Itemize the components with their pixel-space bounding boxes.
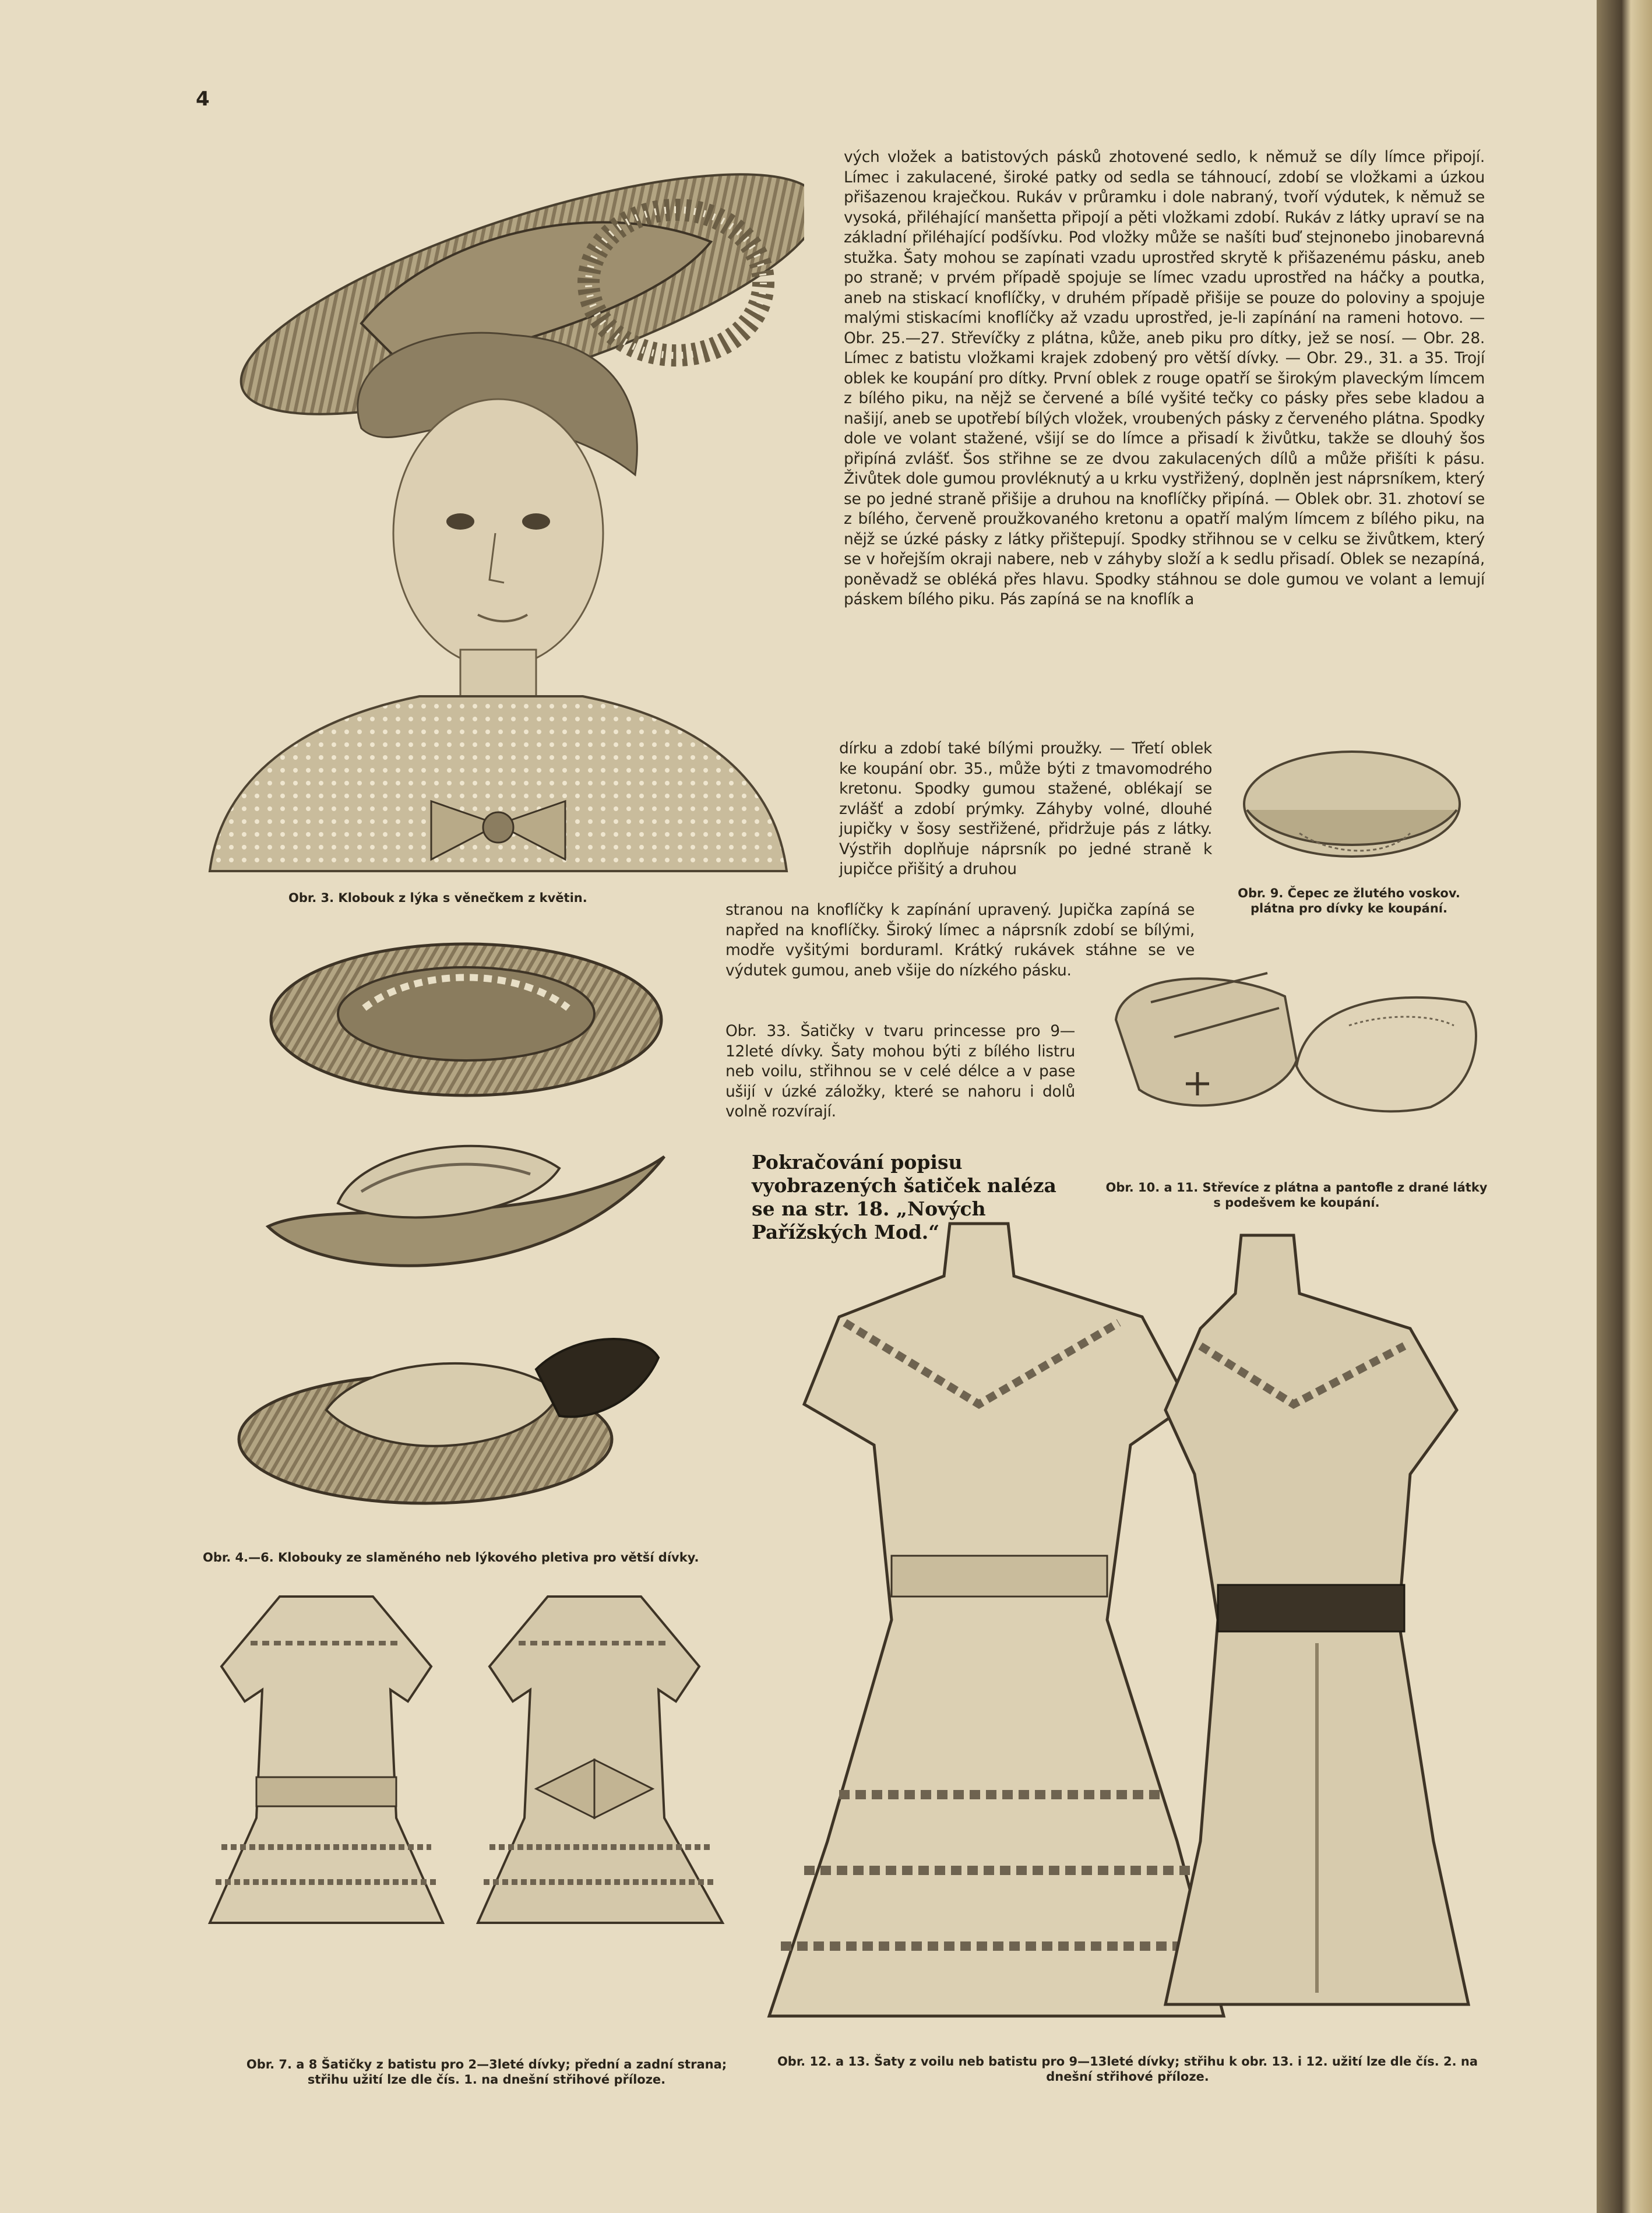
caption-obr9: Obr. 9. Čepec ze žlutého voskov. plátna pro dívky ke koupání. xyxy=(1238,886,1460,915)
dress-13 xyxy=(1165,1235,1468,2004)
text-column-main xyxy=(844,147,1485,610)
illustration-hat-5 xyxy=(256,1122,676,1296)
hat-5-engraving xyxy=(256,1122,676,1296)
page-number: 4 xyxy=(196,87,210,111)
dresses-7-8-engraving xyxy=(198,1573,746,1934)
paragraph-wide: stranou na knoflíčky k zapínání upravený. Jupička zapíná se napřed na knoflíčky. Široký límec a náprsník zdobí se bílými, modře vyšitými borduraml. Krátký rukávek stáhne se ve výdutek gumou, aneb všije do nízkého pásku. xyxy=(725,901,1195,979)
bathing-shoes-engraving xyxy=(1104,932,1489,1154)
illustration-dresses-7-8 xyxy=(198,1573,746,1934)
text-column-narrow xyxy=(839,739,1212,880)
illustration-bathing-cap xyxy=(1235,740,1468,880)
dress-12 xyxy=(769,1224,1224,2016)
paragraph-main: vých vložek a batistových pásků zhotovené sedlo, k němuž se díly límce připojí. Límec i zakulacené, široké patky od sedla se táhnoucí, zdobí se vložkami a úzkou přišazenou kraječkou. Rukáv v průramku i dole nabraný, tvoří výdutek, k němuž se vysoká, přiléhající manšetta připojí a pěti vložkami zdobí. Rukáv z látky upraví se na základní přiléhající podšívku. Pod vložky může se našíti buď stejnonebo jinobarevná stužka. Šaty mohou se zapínati vzadu uprostřed skrytě k přišazenému pásku, aneb po straně; v prvém případě spojuje se límec vzadu uprostřed na háčky a poutka, aneb na stiskací knoflíčky, v druhém případě přišije se pouze do poloviny a spojuje malými stiskacími knoflíčky až vzadu uprostřed, je-li zapínání na rameni hotovo. — Obr. 25.—27. Střevíčky z plátna, kůže, aneb piku pro dítky, jež se nosí. — Obr. 28. Límec z batistu vložkami krajek zdobený pro větší dívky. — Obr. 29., 31. a 35. Trojí oblek ke koupání pro dítky. První oblek z rouge opatří se širokým plaveckým límcem z bílého piku, na nějž se červené a bílé vyšité tečky co pásky přes sebe kladou a našijí, aneb se upotřebí bílých vložek, vroubených pásky z červeného plátna. Spodky dole ve volant stažené, všijí se do límce a přisadí k živůtku, takže se dlouhý šos připíná zvlášť. Šos střihne se ze dvou zakulacených dílů a může přišíti k pásu. Živůtek dole gumou provléknutý a u krku vystřižený, doplněn jest náprsníkem, který se po jedné straně přišije a druhou na knoflíčky připíná. — Oblek obr. 31. zhotoví se z bílého, červeně proužkovaného kretonu a opatří malým límcem z bílého piku, na nějž se úzké pásky z látky přištepují. Spodky střihnou se v celku se živůtkem, který se v hořejším okraji nabere, neb v záhyby složí a k sedlu přisadí. Oblek se nezapíná, poněvadž se obléká přes hlavu. Spodky stáhnou se dole gumou ve volant a lemují páskem bílého piku. Pás zapíná se na knoflík a xyxy=(844,148,1485,608)
dress-7-front xyxy=(210,1597,443,1923)
caption-obr7-8: Obr. 7. a 8 Šatičky z batistu pro 2—3leté dívky; přední a zadní strana; střihu užití lze dle čís. 1. na dnešní střihové příloze. xyxy=(246,2057,727,2087)
dresses-12-13-engraving xyxy=(758,1212,1515,2028)
illustration-bathing-shoes xyxy=(1104,932,1489,1154)
caption-obr4-6: Obr. 4.—6. Klobouky ze slaměného neb lýkového pletiva pro větší dívky. xyxy=(203,1550,699,1564)
girl-hat-engraving xyxy=(186,149,804,889)
illustration-hat-4 xyxy=(265,932,667,1101)
caption-obr10-11: Obr. 10. a 11. Střevíce z plátna a pantofle z drané látky s podešvem ke koupání. xyxy=(1105,1180,1488,1210)
illustration-hat-6 xyxy=(233,1323,664,1509)
hat-4-engraving xyxy=(265,932,667,1101)
illustration-dresses-12-13 xyxy=(758,1212,1515,2028)
bathing-cap-engraving xyxy=(1235,740,1468,880)
paragraph-narrow: dírku a zdobí také bílými proužky. — Třetí oblek ke koupání obr. 35., může býti z tmavomodrého kretonu. Spodky gumou stažené, oblékají se zvlášť a zdobí prýmky. Záhyby volné, dlouhé jupičky v šosy sestřižené, přidržuje pás z látky. Výstřih doplňuje náprsník po jedné straně k jupičce přišitý a druhou xyxy=(839,739,1212,878)
paragraph-obr33: Obr. 33. Šatičky v tvaru princesse pro 9—12leté dívky. Šaty mohou býti z bílého listru neb voilu, střihnou se v celé délce a v pase ušijí v úzké záložky, které se nahoru i dolů volně rozvírají. xyxy=(725,1022,1075,1120)
illustration-girl-hat xyxy=(186,149,804,889)
caption-obr12-13: Obr. 12. a 13. Šaty z voilu neb batistu pro 9—13leté dívky; střihu k obr. 13. i 12. užití lze dle čís. 2. na dnešní střihové příloze. xyxy=(777,2055,1478,2084)
caption-obr3: Obr. 3. Klobouk z lýka s věnečkem z květin. xyxy=(288,891,587,905)
text-column-obr33 xyxy=(725,1021,1075,1122)
continuation-note: Pokračování popisu vyobrazených šatiček naléza se na str. 18. „Nových Pařížských Mod.“ xyxy=(752,1151,1056,1243)
book-spine-edge xyxy=(1597,0,1652,2213)
dress-8-back xyxy=(478,1597,723,1923)
hat-6-engraving xyxy=(233,1323,664,1509)
